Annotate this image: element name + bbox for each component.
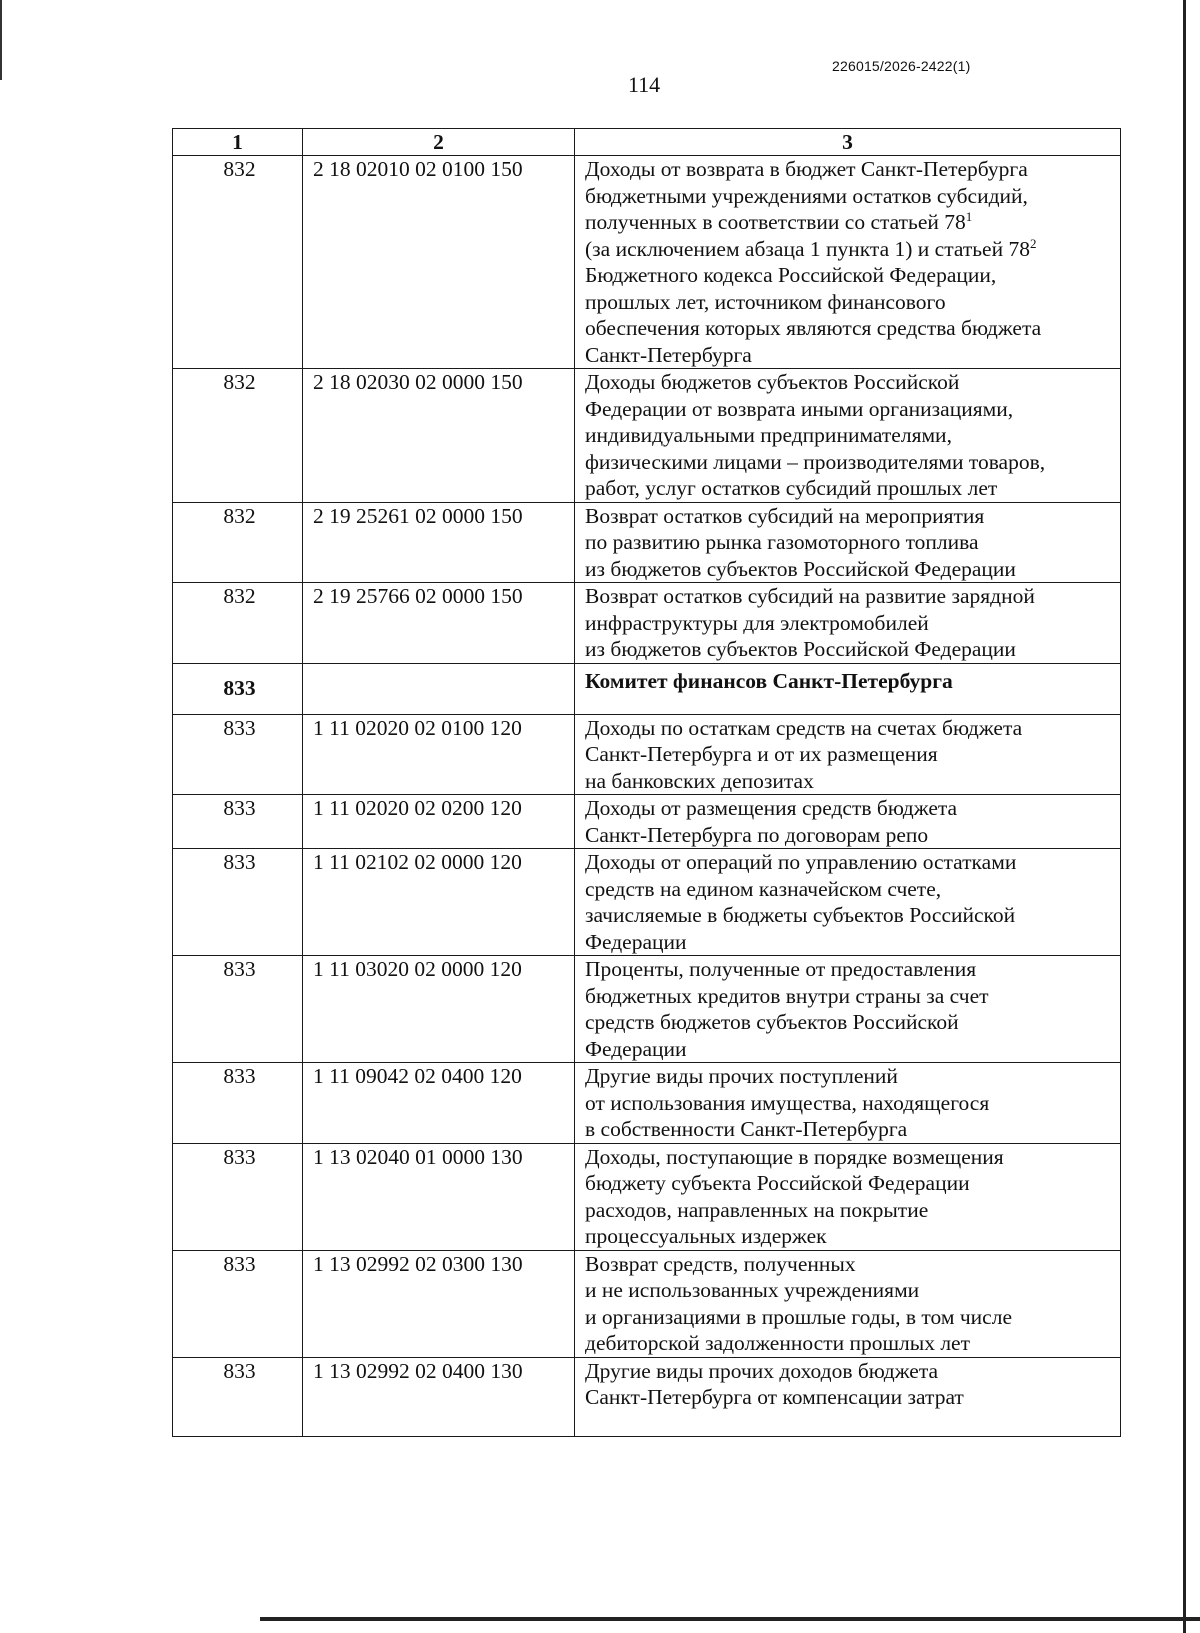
table-row (173, 156, 1121, 369)
revenue-description (575, 1250, 1121, 1357)
description-line: бюджету субъекта Российской Федерации (585, 1171, 970, 1195)
administrator-code: 833 (173, 1063, 303, 1144)
description-line: Федерации (585, 929, 687, 954)
administrator-code: 833 (173, 849, 303, 956)
description-line: из бюджетов субъектов Российской Федерации (585, 556, 1016, 581)
table-row (173, 502, 1121, 583)
scan-edge-left (0, 0, 2, 80)
administrator-code: 832 (173, 156, 303, 369)
administrator-code: 833 (173, 1250, 303, 1357)
administrator-code: 832 (173, 502, 303, 583)
page-number: 114 (628, 72, 661, 97)
description-line: Другие виды прочих доходов бюджета (585, 1358, 939, 1383)
table-row (173, 1250, 1121, 1357)
revenue-description (575, 156, 1121, 369)
superscript-article-number: 1 (965, 208, 973, 224)
description-line: из бюджетов субъектов Российской Федерации (585, 637, 1016, 661)
description-line: Возврат остатков субсидий на мероприятия (585, 503, 985, 528)
description-line: Доходы от операций по управлению остатками (585, 850, 1017, 874)
description-line: Возврат средств, полученных (585, 1251, 856, 1276)
administrator-name (575, 663, 1121, 714)
administrator-code: 833 (173, 663, 303, 714)
description-line: Санкт-Петербурга от компенсации затрат (585, 1385, 964, 1409)
revenue-classification-code: 1 11 02102 02 0000 120 (303, 849, 575, 956)
revenue-description (575, 502, 1121, 583)
revenue-classification-code: 2 19 25766 02 0000 150 (303, 583, 575, 664)
scan-edge-right (1183, 0, 1186, 1633)
description-line: расходов, направленных на покрытие (585, 1197, 929, 1222)
description-line: Федерации от возврата иными организациями, (585, 396, 1014, 421)
administrator-code: 833 (173, 1143, 303, 1250)
description-line: Комитет финансов Санкт-Петербурга (585, 668, 953, 693)
document-registration-number: 226015/2026-2422(1) (832, 58, 971, 74)
description-line: Другие виды прочих поступлений (585, 1064, 898, 1088)
description-line: процессуальных издержек (585, 1224, 827, 1248)
description-line: Санкт-Петербурга по договорам репо (585, 822, 929, 847)
administrator-code: 833 (173, 714, 303, 795)
description-line: и организациями в прошлые годы, в том числе (585, 1304, 1012, 1329)
table-row (173, 1357, 1121, 1436)
description-line (585, 236, 1114, 263)
revenue-classification-code: 1 13 02992 02 0300 130 (303, 1250, 575, 1357)
revenue-classification-code: 2 19 25261 02 0000 150 (303, 502, 575, 583)
administrator-code: 833 (173, 795, 303, 849)
table-row (173, 714, 1121, 795)
description-line: Доходы по остаткам средств на счетах бюджета (585, 715, 1023, 740)
description-line: Доходы, поступающие в порядке возмещения (585, 1144, 1004, 1169)
revenue-classification-code: 1 11 09042 02 0400 120 (303, 1063, 575, 1144)
description-line: средств бюджетов субъектов Российской (585, 1010, 959, 1034)
description-line: Бюджетного кодекса Российской Федерации, (585, 263, 997, 287)
description-line: по развитию рынка газомоторного топлива (585, 530, 979, 554)
table-row (173, 583, 1121, 664)
description-line: Доходы бюджетов субъектов Российской (585, 370, 960, 394)
description-line: на банковских депозитах (585, 768, 814, 793)
description-line: от использования имущества, находящегося (585, 1090, 990, 1115)
table-row (173, 849, 1121, 956)
description-line: в собственности Санкт-Петербурга (585, 1117, 908, 1141)
table-row (173, 956, 1121, 1063)
revenue-description (575, 714, 1121, 795)
description-line: зачисляемые в бюджеты субъектов Российской (585, 903, 1016, 927)
description-line: Доходы от возврата в бюджет Санкт-Петербурга (585, 157, 1028, 181)
revenue-description (575, 849, 1121, 956)
table-row-section-header (173, 663, 1121, 714)
revenue-classification-code: 1 11 02020 02 0100 120 (303, 714, 575, 795)
description-text: (за исключением абзаца 1 пункта 1) и статьей 78 (585, 236, 1030, 261)
revenue-description (575, 795, 1121, 849)
description-line: бюджетными учреждениями остатков субсидий, (585, 183, 1028, 208)
revenue-description (575, 1143, 1121, 1250)
column-header-1: 1 (173, 129, 303, 156)
description-line: дебиторской задолженности прошлых лет (585, 1331, 970, 1355)
description-line: Доходы от размещения средств бюджета (585, 796, 958, 820)
revenue-codes-table (172, 128, 1121, 1437)
description-line: индивидуальными предпринимателями, (585, 423, 952, 447)
revenue-classification-code: 1 13 02992 02 0400 130 (303, 1357, 575, 1436)
description-line: Проценты, полученные от предоставления (585, 957, 977, 981)
description-line: физическими лицами – производителями товаров, (585, 449, 1046, 474)
description-line: работ, услуг остатков субсидий прошлых лет (585, 476, 998, 500)
table-row (173, 795, 1121, 849)
revenue-classification-code: 1 13 02040 01 0000 130 (303, 1143, 575, 1250)
revenue-description (575, 583, 1121, 664)
description-line: бюджетных кредитов внутри страны за счет (585, 983, 989, 1008)
description-line: прошлых лет, источником финансового (585, 289, 946, 314)
table-row (173, 1063, 1121, 1144)
administrator-code: 833 (173, 1357, 303, 1436)
revenue-classification-code: 1 11 02020 02 0200 120 (303, 795, 575, 849)
revenue-classification-code: 2 18 02010 02 0100 150 (303, 156, 575, 369)
administrator-code: 832 (173, 583, 303, 664)
description-text: полученных в соответствии со статьей 78 (585, 210, 966, 234)
description-line: и не использованных учреждениями (585, 1278, 920, 1302)
scan-edge-bottom (260, 1617, 1200, 1621)
revenue-description (575, 956, 1121, 1063)
description-line: Санкт-Петербурга (585, 342, 752, 367)
revenue-description (575, 369, 1121, 503)
description-line: Санкт-Петербурга и от их размещения (585, 742, 938, 766)
administrator-code: 833 (173, 956, 303, 1063)
revenue-classification-code (303, 663, 575, 714)
description-line: инфраструктуры для электромобилей (585, 610, 929, 635)
revenue-description (575, 1063, 1121, 1144)
table-row (173, 1143, 1121, 1250)
revenue-classification-code: 2 18 02030 02 0000 150 (303, 369, 575, 503)
description-line: средств на едином казначейском счете, (585, 876, 942, 901)
description-line: обеспечения которых являются средства бюджета (585, 316, 1042, 340)
description-line: Федерации (585, 1036, 687, 1061)
column-header-3: 3 (575, 129, 1121, 156)
description-line (585, 209, 1114, 236)
revenue-description (575, 1357, 1121, 1436)
column-header-2: 2 (303, 129, 575, 156)
description-line: Возврат остатков субсидий на развитие зарядной (585, 584, 1035, 608)
superscript-article-number: 2 (1029, 235, 1037, 251)
revenue-classification-code: 1 11 03020 02 0000 120 (303, 956, 575, 1063)
administrator-code: 832 (173, 369, 303, 503)
table-row (173, 369, 1121, 503)
table-header-row (173, 129, 1121, 156)
